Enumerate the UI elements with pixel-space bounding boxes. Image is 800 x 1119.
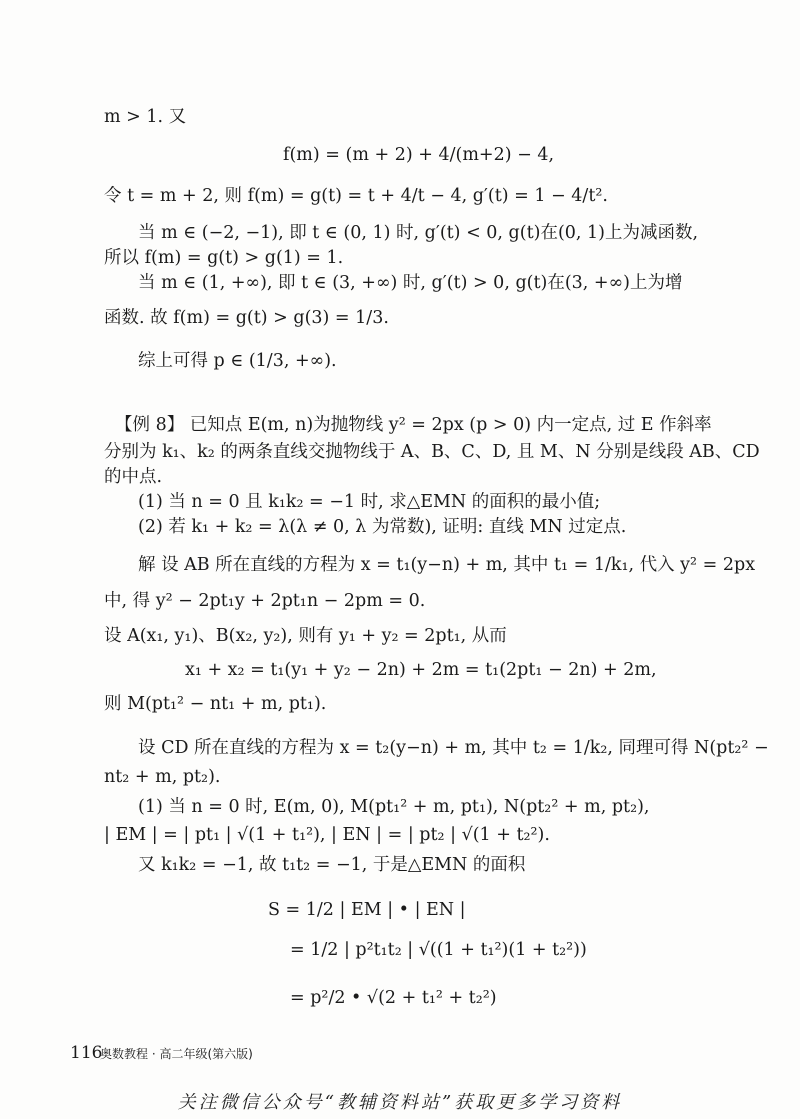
page-number: 116 — [70, 1043, 103, 1063]
book-title: 奥数教程 · 高二年级(第六版) — [100, 1047, 253, 1061]
watermark: 关注微信公众号“教辅资料站”获取更多学习资料 — [177, 1092, 623, 1113]
